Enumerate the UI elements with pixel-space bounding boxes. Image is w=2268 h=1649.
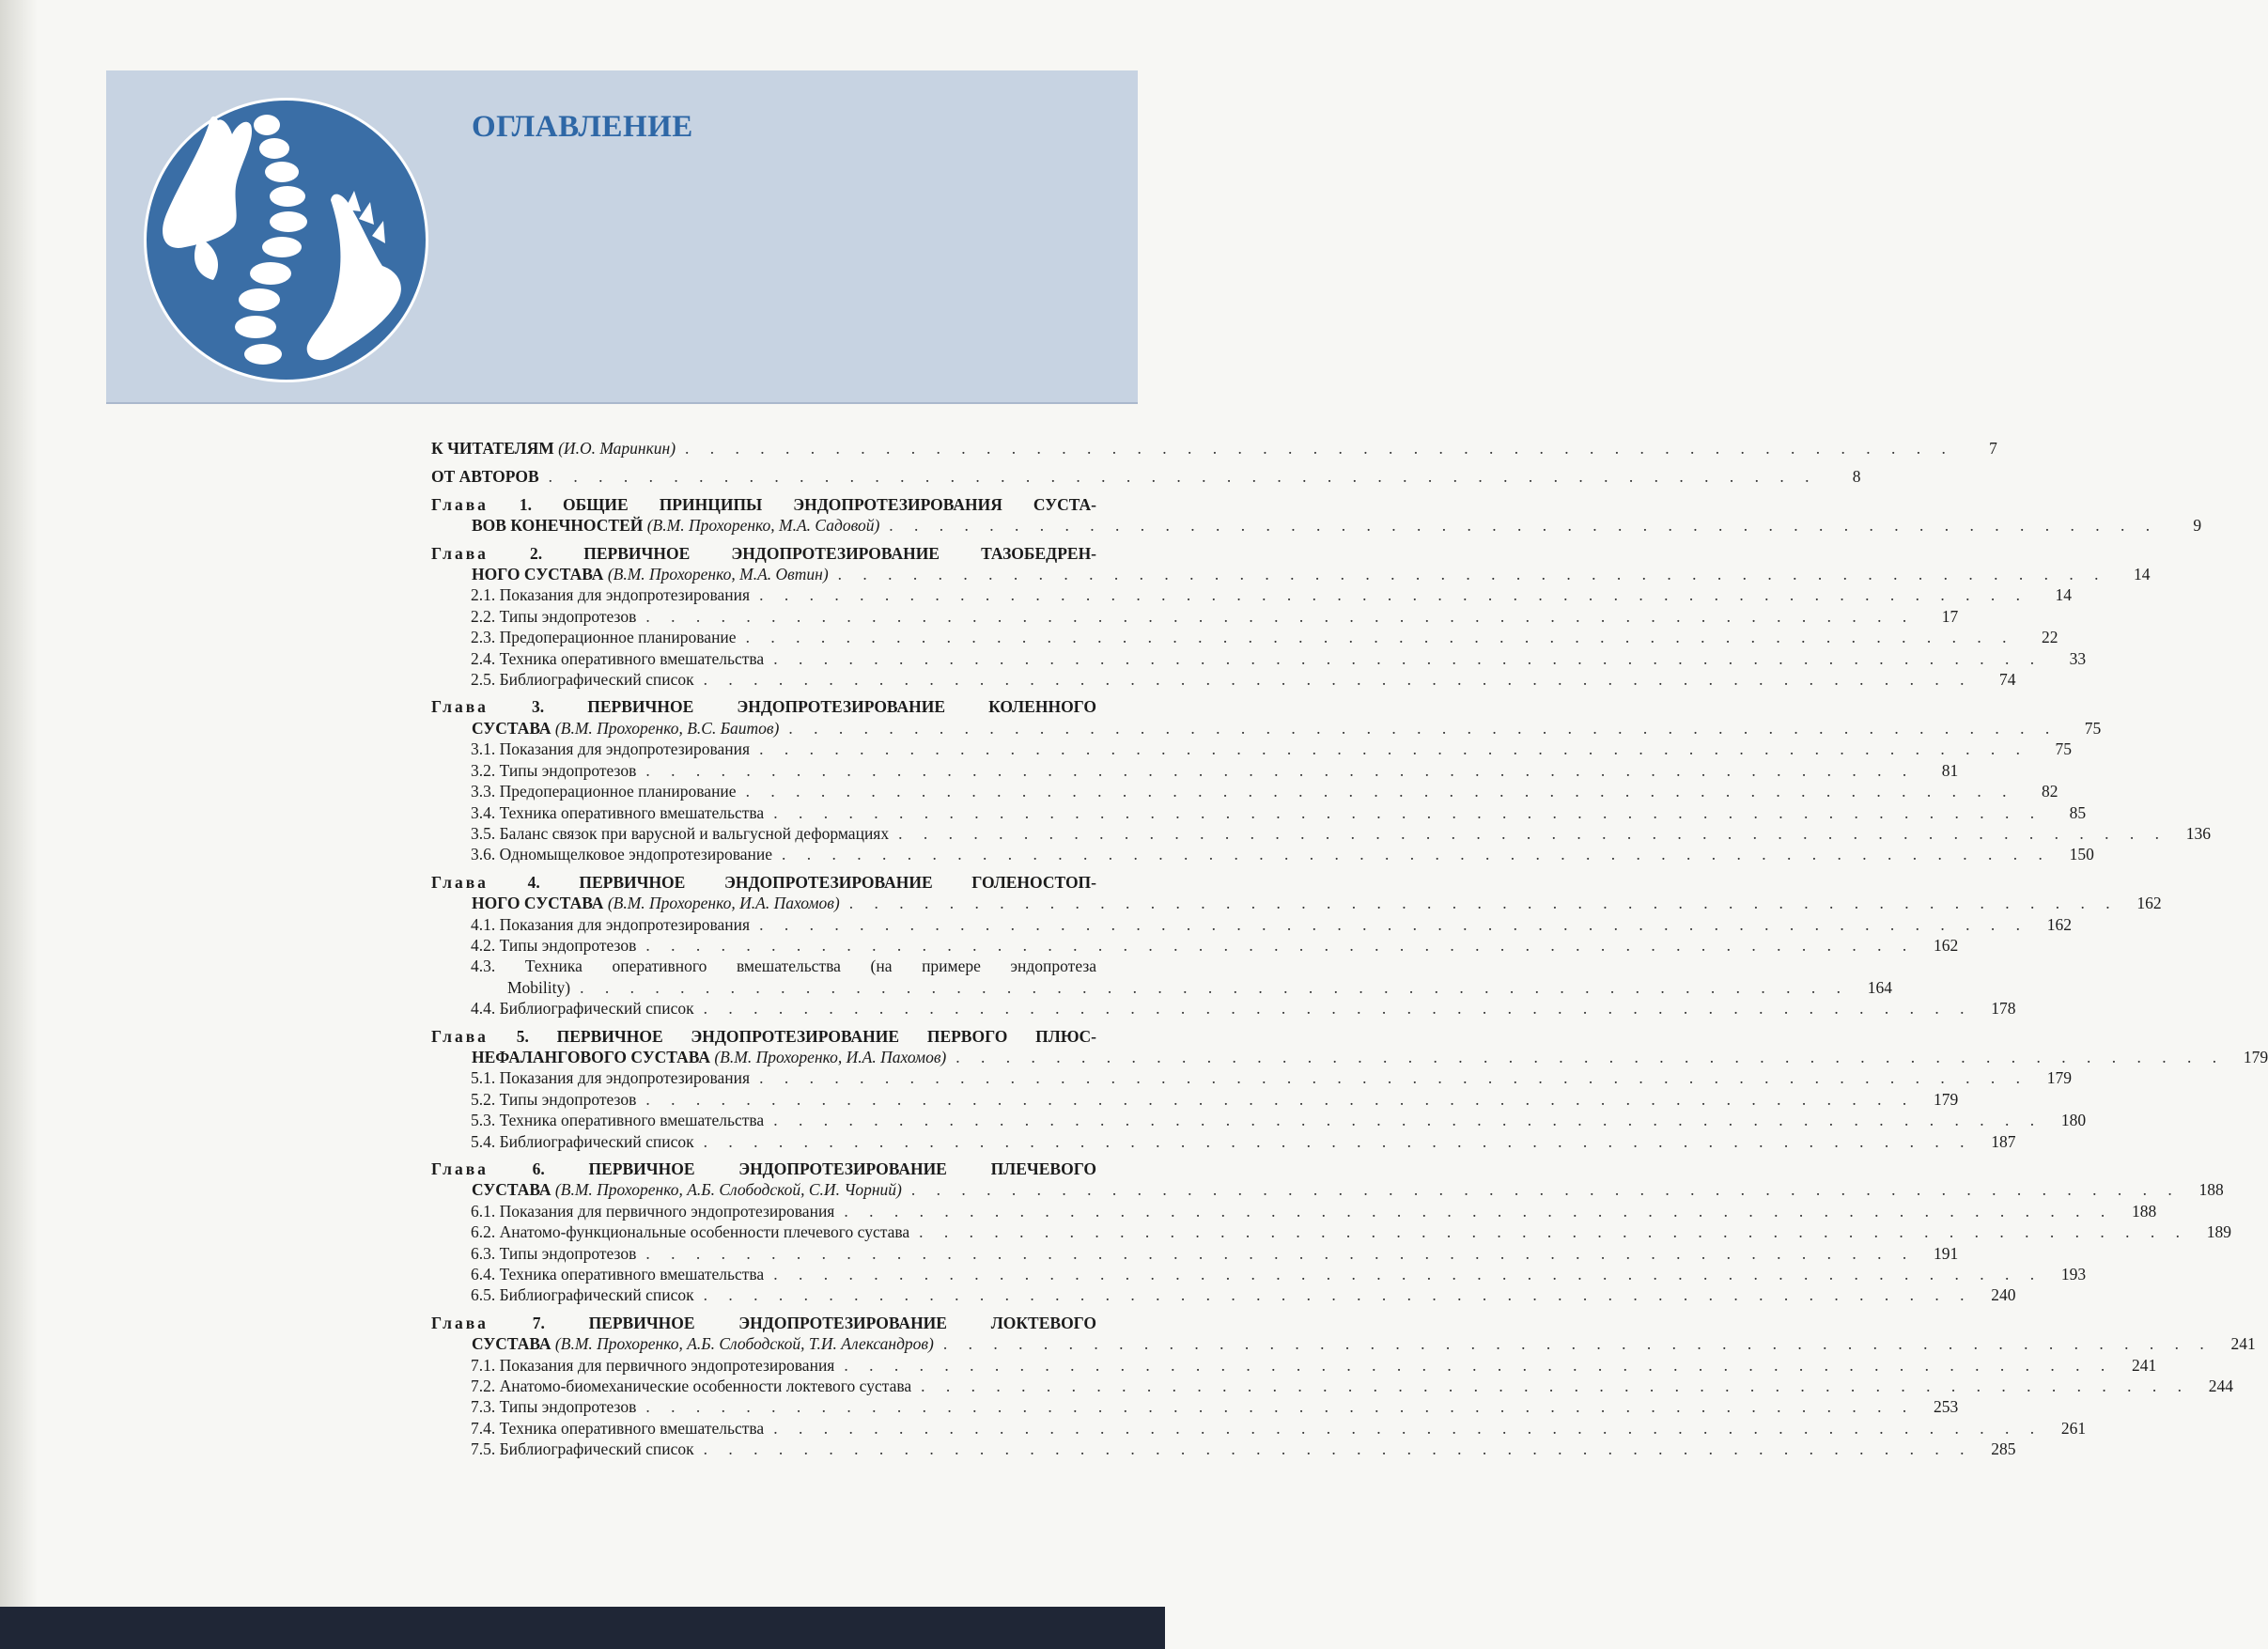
- section-entry: [431, 1110, 2087, 1130]
- dot-leader: . . . . . . . . . . . . . . . . . . . . . . . . . . . . . . . . . . . . . . . . . . . . . . . . . . .: [645, 1089, 1916, 1109]
- section-entry-text: [471, 1396, 636, 1417]
- dot-leader: . . . . . . . . . . . . . . . . . . . . . . . . . . . . . . . . . . . . . . . . . . . . . . . . . . .: [645, 1243, 1916, 1263]
- page-number: 8: [1852, 467, 1861, 487]
- section-title: Предоперационное планирование: [499, 782, 737, 801]
- section-title: Показания для эндопротезирования: [499, 739, 751, 759]
- section-number: 5.1.: [471, 1068, 500, 1088]
- toc-entry: [431, 466, 1861, 487]
- spine-and-feet-icon: [143, 97, 429, 383]
- table-of-contents: [431, 438, 2268, 1460]
- section-number: 6.1.: [471, 1201, 500, 1221]
- section-title: Техника оперативного вмешательства: [499, 1418, 765, 1438]
- dot-leader: . . . . . . . . . . . . . . . . . . . . . . . . . . . . . . . . . . . . . . . . . . . . . . . . . . .: [942, 1334, 2213, 1354]
- section-entry: [431, 1201, 2157, 1221]
- section-entry: [431, 1355, 2157, 1376]
- section-entry-text: [471, 669, 694, 690]
- section-entry: [431, 844, 2094, 864]
- chapter-label: Глава: [431, 1313, 489, 1332]
- chapter-heading: [431, 1159, 1138, 1179]
- chapter-title-line1: 5. ПЕРВИЧНОЕ ЭНДОПРОТЕЗИРОВАНИЕ ПЕРВОГО ПЛЮС-: [516, 1026, 1097, 1046]
- page-number: 162: [2046, 914, 2072, 934]
- section-entry: [431, 914, 2072, 935]
- section-title: Показания для эндопротезирования: [499, 914, 751, 934]
- chapter-authors: (В.М. Прохоренко, А.Б. Слободской, Т.И. Александров): [551, 1334, 934, 1354]
- dot-leader: . . . . . . . . . . . . . . . . . . . . . . . . . . . . . . . . . . . . . . . . . . . . . . . . . . .: [703, 1439, 1973, 1459]
- page-number: 178: [1991, 999, 2016, 1019]
- section-title: Типы эндопротезов: [499, 1089, 637, 1109]
- section-title: Техника оперативного вмешательства: [499, 648, 765, 668]
- chapter-heading: [431, 1313, 1138, 1333]
- section-entry-text: [471, 1355, 834, 1376]
- section-title: Техника оперативного вмешательства: [499, 1111, 765, 1130]
- chapter-label: Глава: [431, 543, 489, 563]
- section-title: Техника оперативного вмешательства: [499, 802, 765, 822]
- section-entry-text: [471, 781, 737, 801]
- dot-leader: . . . . . . . . . . . . . . . . . . . . . . . . . . . . . . . . . . . . . . . . . . . . . . . . . . .: [782, 845, 2051, 864]
- chapter-heading-cont-text: [472, 1333, 934, 1354]
- section-title: Библиографический список: [499, 1131, 694, 1151]
- page-number: 253: [1933, 1397, 1959, 1417]
- chapter-heading: [431, 543, 1138, 564]
- dot-leader: . . . . . . . . . . . . . . . . . . . . . . . . . . . . . . . . . . . . . . . . . . . . . . . . . . .: [703, 1131, 1973, 1151]
- section-title: Техника оперативного вмешательства (на примере эндопротеза: [524, 957, 1096, 976]
- chapter-label: Глава: [431, 697, 489, 717]
- page-number: 261: [2060, 1418, 2087, 1438]
- page-number: 188: [2198, 1180, 2224, 1200]
- page-number: 136: [2185, 823, 2211, 843]
- section-entry-text: [471, 606, 636, 627]
- section-title: Библиографический список: [499, 670, 694, 690]
- dot-leader: . . . . . . . . . . . . . . . . . . . . . . . . . . . . . . . . . . . . . . . . . . . . . . . . . . .: [580, 977, 1849, 997]
- page-number: 180: [2060, 1111, 2087, 1130]
- section-title: Показания для первичного эндопротезирования: [499, 1355, 835, 1375]
- chapter-heading-cont-text: [472, 515, 879, 536]
- section-entry-text: [471, 1221, 909, 1242]
- page-number: 188: [2131, 1201, 2157, 1221]
- section-title: Типы эндопротезов: [499, 1243, 637, 1263]
- chapter-authors: (В.М. Прохоренко, И.А. Пахомов): [709, 1047, 947, 1066]
- section-entry: [431, 1221, 2232, 1242]
- chapter-heading-cont-text: [472, 1047, 946, 1067]
- section-entry: [431, 998, 2016, 1019]
- page-number: 162: [1933, 935, 1959, 955]
- page-number: 179: [2243, 1047, 2268, 1066]
- section-entry: [431, 648, 2087, 669]
- section-number: 7.4.: [471, 1418, 500, 1438]
- section-title: Анатомо-функциональные особенности плечевого сустава: [499, 1222, 910, 1242]
- dot-leader: . . . . . . . . . . . . . . . . . . . . . . . . . . . . . . . . . . . . . . . . . . . . . . . . . . .: [921, 1377, 2191, 1396]
- section-number: 3.6.: [471, 845, 500, 864]
- dot-leader: . . . . . . . . . . . . . . . . . . . . . . . . . . . . . . . . . . . . . . . . . . . . . . . . . . .: [645, 935, 1916, 955]
- page-number: 75: [2084, 718, 2102, 738]
- section-entry-text: [471, 914, 750, 935]
- section-number: 7.5.: [471, 1439, 500, 1459]
- chapter-heading-cont-text: [472, 1179, 902, 1200]
- section-title: Типы эндопротезов: [499, 606, 637, 626]
- chapter-heading-cont: [431, 1179, 2224, 1200]
- section-entry: [431, 781, 2058, 801]
- chapter-heading-cont: [431, 564, 2151, 584]
- page-number: 7: [1989, 439, 1997, 458]
- page-number: 74: [1999, 670, 2016, 690]
- section-entry-text: [471, 627, 737, 647]
- section-number: 2.4.: [471, 648, 500, 668]
- chapter-title-line1: 2. ПЕРВИЧНОЕ ЭНДОПРОТЕЗИРОВАНИЕ ТАЗОБЕДРЕН-: [530, 543, 1097, 563]
- dot-leader: . . . . . . . . . . . . . . . . . . . . . . . . . . . . . . . . . . . . . . . . . . . . . . . . . . .: [685, 439, 1954, 458]
- page-number: 189: [2206, 1222, 2232, 1242]
- section-title: Техника оперативного вмешательства: [499, 1265, 765, 1284]
- section-title-cont: Mobility): [507, 977, 571, 997]
- section-entry-text: [471, 1264, 764, 1284]
- entry-title: ОТ АВТОРОВ: [431, 467, 539, 487]
- section-title: Показания для первичного эндопротезирования: [499, 1201, 835, 1221]
- page-number: 179: [1933, 1089, 1959, 1109]
- section-entry: [431, 627, 2058, 647]
- section-entry: [431, 1439, 2016, 1459]
- section-entry-text: [471, 1376, 911, 1396]
- bottom-edge: [0, 1607, 1165, 1649]
- section-number: 3.4.: [471, 802, 500, 822]
- chapter-title-line1: 4. ПЕРВИЧНОЕ ЭНДОПРОТЕЗИРОВАНИЕ ГОЛЕНОСТОП-: [527, 872, 1096, 892]
- section-number: 3.2.: [471, 760, 500, 780]
- page-number: 81: [1941, 760, 1959, 780]
- dot-leader: . . . . . . . . . . . . . . . . . . . . . . . . . . . . . . . . . . . . . . . . . . . . . . . . . . .: [759, 914, 2028, 934]
- section-number: 7.1.: [471, 1355, 500, 1375]
- section-number: 2.5.: [471, 670, 500, 690]
- page-number: 187: [1991, 1131, 2016, 1151]
- entry-author: (И.О. Маринкин): [553, 439, 676, 458]
- section-entry-text: [471, 802, 764, 823]
- chapter-title-line1: 3. ПЕРВИЧНОЕ ЭНДОПРОТЕЗИРОВАНИЕ КОЛЕННОГО: [532, 697, 1096, 717]
- section-entry-text: [471, 1067, 750, 1088]
- section-title: Анатомо-биомеханические особенности локтевого сустава: [499, 1377, 912, 1396]
- dot-leader: . . . . . . . . . . . . . . . . . . . . . . . . . . . . . . . . . . . . . . . . . . . . . . . . . . .: [889, 516, 2159, 536]
- section-entry-text: [471, 1110, 764, 1130]
- dot-leader: . . . . . . . . . . . . . . . . . . . . . . . . . . . . . . . . . . . . . . . . . . . . . . . . . . .: [759, 739, 2028, 759]
- section-number: 2.2.: [471, 606, 500, 626]
- page-number: 193: [2060, 1265, 2087, 1284]
- page-number: 14: [2134, 565, 2151, 584]
- section-entry-text: [471, 1201, 834, 1221]
- section-title: Библиографический список: [499, 1285, 694, 1305]
- chapter-authors: (В.М. Прохоренко, А.Б. Слободской, С.И. Чорний): [551, 1180, 902, 1200]
- chapter-heading-cont: [431, 893, 2162, 913]
- page-number: 179: [2046, 1068, 2072, 1088]
- section-entry-text: [471, 739, 750, 759]
- page-number: 33: [2069, 648, 2087, 668]
- dot-leader: . . . . . . . . . . . . . . . . . . . . . . . . . . . . . . . . . . . . . . . . . . . . . . . . . . .: [919, 1222, 2189, 1242]
- page-gutter-shadow: [0, 0, 38, 1649]
- dot-leader: . . . . . . . . . . . . . . . . . . . . . . . . . . . . . . . . . . . . . . . . . . . . . . . . . . .: [898, 823, 2167, 843]
- section-number: 6.3.: [471, 1243, 500, 1263]
- section-entry: [431, 1243, 1959, 1264]
- section-number: 7.3.: [471, 1397, 500, 1417]
- chapter-label: Глава: [431, 1159, 489, 1178]
- dot-leader: . . . . . . . . . . . . . . . . . . . . . . . . . . . . . . . . . . . . . . . . . . . . . . . . . . .: [703, 670, 1973, 690]
- section-entry-cont: [431, 977, 1892, 998]
- section-entry: [431, 1131, 2016, 1152]
- page-number: 82: [2041, 782, 2058, 801]
- chapter-title-line2: СУСТАВА: [472, 718, 551, 738]
- page-number: 85: [2069, 802, 2087, 822]
- section-entry-text: [471, 1439, 694, 1459]
- chapter-label: Глава: [431, 1026, 489, 1046]
- page-number: 164: [1867, 977, 1892, 997]
- chapter-heading-cont: [431, 718, 2102, 739]
- chapter-authors: (В.М. Прохоренко, В.С. Баитов): [551, 718, 780, 738]
- dot-leader: . . . . . . . . . . . . . . . . . . . . . . . . . . . . . . . . . . . . . . . . . . . . . . . . . . .: [745, 782, 2015, 801]
- section-entry-text: [471, 823, 889, 844]
- dot-leader: . . . . . . . . . . . . . . . . . . . . . . . . . . . . . . . . . . . . . . . . . . . . . . . . . . .: [645, 1397, 1916, 1417]
- section-entry: [431, 606, 1959, 627]
- chapter-title-line2: НОГО СУСТАВА: [472, 894, 604, 913]
- dot-leader: . . . . . . . . . . . . . . . . . . . . . . . . . . . . . . . . . . . . . . . . . . . . . . . . . . .: [773, 802, 2043, 822]
- section-entry: [431, 1089, 1959, 1110]
- section-entry: [431, 1264, 2087, 1284]
- toc-entry-text: [431, 466, 539, 487]
- dot-leader: . . . . . . . . . . . . . . . . . . . . . . . . . . . . . . . . . . . . . . . . . . . . . . . . . . .: [910, 1180, 2181, 1200]
- section-entry: [431, 802, 2087, 823]
- dot-leader: . . . . . . . . . . . . . . . . . . . . . . . . . . . . . . . . . . . . . . . . . . . . . . . . . . .: [759, 585, 2028, 605]
- section-title: Показания для эндопротезирования: [499, 1068, 751, 1088]
- chapter-heading-cont-text: [472, 718, 779, 739]
- dot-leader: . . . . . . . . . . . . . . . . . . . . . . . . . . . . . . . . . . . . . . . . . . . . . . . . . . .: [703, 999, 1973, 1019]
- page-number: 240: [1991, 1285, 2016, 1305]
- section-title: Типы эндопротезов: [499, 760, 637, 780]
- section-title: Типы эндопротезов: [499, 935, 637, 955]
- section-title: Библиографический список: [499, 1439, 694, 1459]
- section-entry-text: [471, 1131, 694, 1152]
- chapter-authors: (В.М. Прохоренко, И.А. Пахомов): [603, 894, 840, 913]
- section-title: Предоперационное планирование: [499, 628, 737, 647]
- section-number: 2.1.: [471, 585, 500, 605]
- section-entry-text: [471, 584, 750, 605]
- section-number: 4.3.: [471, 957, 525, 976]
- section-title: Библиографический список: [499, 999, 694, 1019]
- section-number: 3.5.: [471, 823, 500, 843]
- dot-leader: . . . . . . . . . . . . . . . . . . . . . . . . . . . . . . . . . . . . . . . . . . . . . . . . . . .: [773, 648, 2043, 668]
- section-entry: [431, 669, 2016, 690]
- chapter-heading: [431, 696, 1138, 717]
- chapter-authors: (В.М. Прохоренко, М.А. Садовой): [643, 516, 880, 536]
- section-entry-text: [471, 935, 636, 956]
- dot-leader: . . . . . . . . . . . . . . . . . . . . . . . . . . . . . . . . . . . . . . . . . . . . . . . . . . .: [645, 606, 1916, 626]
- chapter-heading: [431, 1026, 1138, 1047]
- dot-leader: . . . . . . . . . . . . . . . . . . . . . . . . . . . . . . . . . . . . . . . . . . . . . . . . . . .: [844, 1355, 2114, 1375]
- chapter-title-line2: НОГО СУСТАВА: [472, 565, 604, 584]
- section-entry: [431, 584, 2072, 605]
- page-number: 162: [2136, 894, 2162, 913]
- page-number: 75: [2055, 739, 2072, 759]
- dot-leader: . . . . . . . . . . . . . . . . . . . . . . . . . . . . . . . . . . . . . . . . . . . . . . . . . . .: [773, 1111, 2043, 1130]
- dot-leader: . . . . . . . . . . . . . . . . . . . . . . . . . . . . . . . . . . . . . . . . . . . . . . . . . . .: [759, 1068, 2028, 1088]
- section-number: 5.3.: [471, 1111, 500, 1130]
- chapter-label: Глава: [431, 872, 489, 892]
- section-entry: [431, 1067, 2072, 1088]
- section-number: 2.3.: [471, 628, 500, 647]
- page-number: 9: [2193, 516, 2202, 536]
- section-entry: [431, 1418, 2087, 1439]
- section-title: Одномыщелковое эндопротезирование: [499, 845, 773, 864]
- section-entry-line1: [431, 956, 1138, 976]
- section-entry-text: [471, 1243, 636, 1264]
- page-number: 22: [2041, 628, 2058, 647]
- page-number: 244: [2208, 1377, 2234, 1396]
- section-title: Показания для эндопротезирования: [499, 585, 751, 605]
- dot-leader: . . . . . . . . . . . . . . . . . . . . . . . . . . . . . . . . . . . . . . . . . . . . . . . . . . .: [773, 1265, 2043, 1284]
- section-entry-text: [471, 1089, 636, 1110]
- chapter-heading-cont: [431, 1333, 2256, 1354]
- section-number: 3.3.: [471, 782, 500, 801]
- section-entry-text: [471, 1418, 764, 1439]
- page-number: 191: [1933, 1243, 1959, 1263]
- section-entry: [431, 1376, 2234, 1396]
- dot-leader: . . . . . . . . . . . . . . . . . . . . . . . . . . . . . . . . . . . . . . . . . . . . . . . . . . .: [745, 628, 2015, 647]
- section-entry: [431, 1284, 2016, 1305]
- section-entry-cont-text: [507, 977, 570, 998]
- section-entry: [431, 739, 2072, 759]
- toc-entry-text: [431, 438, 676, 459]
- chapter-title-line2: СУСТАВА: [472, 1334, 551, 1354]
- section-number: 6.2.: [471, 1222, 500, 1242]
- toc-entry: [431, 438, 1997, 459]
- chapter-authors: (В.М. Прохоренко, М.А. Овтин): [603, 565, 829, 584]
- section-entry-text: [471, 648, 764, 669]
- chapter-title-line1: 7. ПЕРВИЧНОЕ ЭНДОПРОТЕЗИРОВАНИЕ ЛОКТЕВОГО: [532, 1313, 1096, 1332]
- dot-leader: . . . . . . . . . . . . . . . . . . . . . . . . . . . . . . . . . . . . . . . . . . . . . . . . . . .: [703, 1285, 1973, 1305]
- chapter-heading-cont: [431, 515, 2202, 536]
- section-entry-text: [471, 844, 772, 864]
- section-entry: [431, 760, 1959, 781]
- chapter-title-line1: 6. ПЕРВИЧНОЕ ЭНДОПРОТЕЗИРОВАНИЕ ПЛЕЧЕВОГО: [532, 1159, 1097, 1178]
- section-number: 4.2.: [471, 935, 500, 955]
- page-number: 285: [1991, 1439, 2016, 1459]
- section-number: 4.1.: [471, 914, 500, 934]
- page-number: 150: [2069, 845, 2094, 864]
- dot-leader: . . . . . . . . . . . . . . . . . . . . . . . . . . . . . . . . . . . . . . . . . . . . . . . . . . .: [548, 467, 1818, 487]
- section-entry-text: [471, 760, 636, 781]
- chapter-title-line2: НЕФАЛАНГОВОГО СУСТАВА: [472, 1047, 710, 1066]
- dot-leader: . . . . . . . . . . . . . . . . . . . . . . . . . . . . . . . . . . . . . . . . . . . . . . . . . . .: [837, 565, 2107, 584]
- chapter-heading: [431, 872, 1138, 893]
- chapter-heading-cont: [431, 1047, 2268, 1067]
- chapter-title-line2: СУСТАВА: [472, 1180, 551, 1200]
- section-number: 3.1.: [471, 739, 500, 759]
- dot-leader: . . . . . . . . . . . . . . . . . . . . . . . . . . . . . . . . . . . . . . . . . . . . . . . . . . .: [848, 894, 2119, 913]
- page-number: 241: [2131, 1355, 2157, 1375]
- section-number: 5.4.: [471, 1131, 500, 1151]
- chapter-heading: [431, 494, 1138, 515]
- chapter-title-line1: 1. ОБЩИЕ ПРИНЦИПЫ ЭНДОПРОТЕЗИРОВАНИЯ СУСТА-: [519, 494, 1096, 514]
- section-entry-text: [471, 998, 694, 1019]
- section-entry-text: [471, 1284, 694, 1305]
- page-number: 241: [2230, 1334, 2256, 1354]
- section-number: 6.4.: [471, 1265, 500, 1284]
- chapter-label: Глава: [431, 494, 489, 514]
- section-entry: [431, 935, 1959, 956]
- chapter-title-line2: ВОВ КОНЕЧНОСТЕЙ: [472, 516, 644, 536]
- dot-leader: . . . . . . . . . . . . . . . . . . . . . . . . . . . . . . . . . . . . . . . . . . . . . . . . . . .: [844, 1201, 2114, 1221]
- entry-title: К ЧИТАТЕЛЯМ: [431, 439, 554, 458]
- section-title: Типы эндопротезов: [499, 1397, 637, 1417]
- chapter-heading-cont-text: [472, 564, 829, 584]
- section-title: Баланс связок при варусной и вальгусной деформациях: [499, 823, 890, 843]
- page-number: 14: [2055, 585, 2072, 605]
- dot-leader: . . . . . . . . . . . . . . . . . . . . . . . . . . . . . . . . . . . . . . . . . . . . . . . . . . .: [788, 718, 2058, 738]
- section-entry: [431, 1396, 1959, 1417]
- section-number: 4.4.: [471, 999, 500, 1019]
- section-number: 6.5.: [471, 1285, 500, 1305]
- section-number: 7.2.: [471, 1377, 500, 1396]
- dot-leader: . . . . . . . . . . . . . . . . . . . . . . . . . . . . . . . . . . . . . . . . . . . . . . . . . . .: [645, 760, 1916, 780]
- page-title: ОГЛАВЛЕНИЕ: [472, 110, 693, 144]
- section-number: 5.2.: [471, 1089, 500, 1109]
- section-entry: [431, 823, 2211, 844]
- chapter-heading-cont-text: [472, 893, 840, 913]
- dot-leader: . . . . . . . . . . . . . . . . . . . . . . . . . . . . . . . . . . . . . . . . . . . . . . . . . . .: [955, 1047, 2226, 1066]
- page-number: 17: [1941, 606, 1959, 626]
- dot-leader: . . . . . . . . . . . . . . . . . . . . . . . . . . . . . . . . . . . . . . . . . . . . . . . . . . .: [773, 1418, 2043, 1438]
